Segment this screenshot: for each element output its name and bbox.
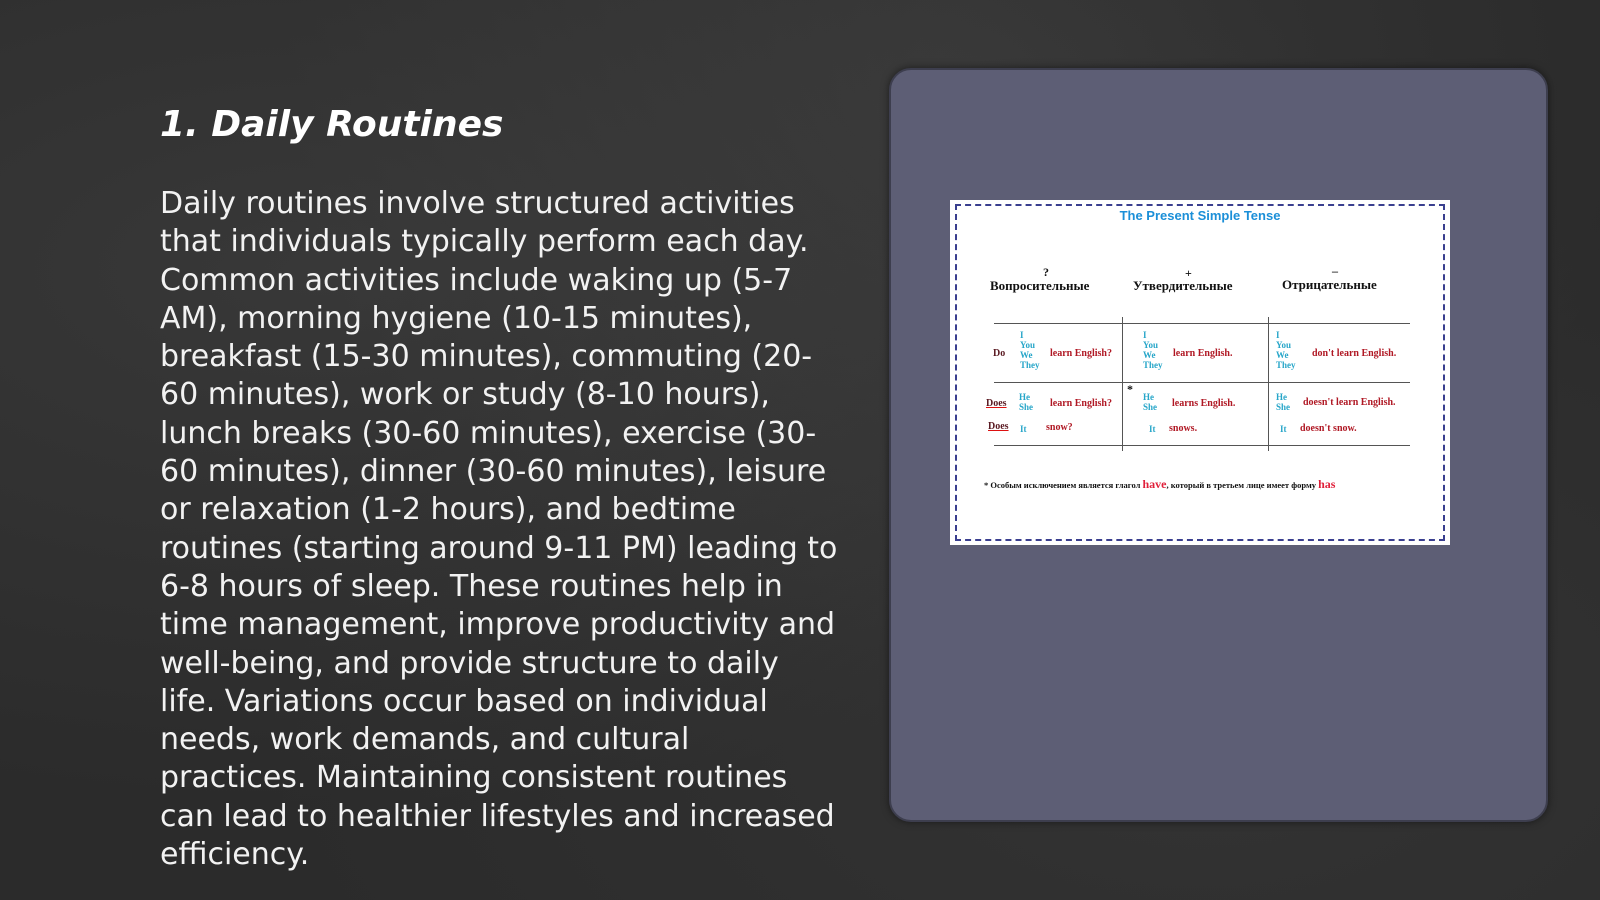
table-line-top bbox=[994, 323, 1410, 324]
footnote-star: * bbox=[984, 480, 989, 490]
row3-pronoun-question: It bbox=[1020, 424, 1027, 434]
row2-star: * bbox=[1127, 382, 1133, 396]
footnote-form: has bbox=[1318, 477, 1336, 491]
row3-aux: Does bbox=[988, 421, 1009, 432]
row1-negative: don't learn English. bbox=[1312, 348, 1397, 359]
table-divider-1 bbox=[1122, 317, 1123, 451]
footnote-verb: have bbox=[1142, 477, 1167, 491]
table-line-bottom bbox=[994, 445, 1410, 446]
column-header-question: Вопросительные bbox=[990, 278, 1090, 293]
row1-question: learn English? bbox=[1050, 348, 1112, 359]
footnote-text-b: , который в третьем лице имеет форму bbox=[1166, 480, 1316, 490]
plus-symbol: + bbox=[1185, 266, 1192, 280]
row3-affirmative: snows. bbox=[1169, 423, 1198, 434]
table-title: The Present Simple Tense bbox=[1119, 208, 1281, 223]
row2-aux: Does bbox=[986, 398, 1007, 409]
slide-title: 1. Daily Routines bbox=[160, 104, 504, 145]
footnote-text-a: Особым исключением является глагол bbox=[990, 480, 1141, 490]
row2-question: learn English? bbox=[1050, 398, 1112, 409]
present-simple-table-image bbox=[950, 200, 1450, 545]
row2-pronouns-question: He She bbox=[1019, 392, 1034, 412]
table-divider-2 bbox=[1268, 317, 1269, 451]
row3-question: snow? bbox=[1046, 422, 1073, 433]
row3-pronoun-affirmative: It bbox=[1149, 424, 1156, 434]
question-symbol: ? bbox=[1043, 265, 1049, 279]
row1-pronouns-question: I You We They bbox=[1020, 330, 1040, 370]
slide-body-text: Daily routines involve structured activities that individuals typically perform each day. Common activities include waking up (5-7 AM), morning hygiene (10-15 minutes), breakfast (15-30 minutes), commuting (20-60 minutes), work or study (8-10 hours), lunch breaks (30-60 minutes), exercise (30-60 minutes), dinner (30-60 minutes), leisure or relaxation (1-2 hours), and bedtime routines (starting around 9-11 PM) leading to 6-8 hours of sleep. These routines help in time management, improve productivity and well-being, and provide structure to daily life. Variations occur based on individual needs, work demands, and cultural practices. Maintaining consistent routines can lead to healthier lifestyles and increased efficiency. bbox=[160, 186, 838, 873]
row2-pronouns-negative: He She bbox=[1276, 392, 1291, 412]
column-header-affirmative: Утвердительные bbox=[1133, 278, 1233, 293]
row1-pronouns-affirmative: I You We They bbox=[1143, 330, 1163, 370]
row1-pronouns-negative: I You We They bbox=[1276, 330, 1296, 370]
row1-affirmative: learn English. bbox=[1173, 348, 1233, 359]
row3-negative: doesn't snow. bbox=[1300, 423, 1357, 434]
column-header-negative: Отрицательные bbox=[1282, 277, 1377, 292]
row1-aux: Do bbox=[993, 348, 1006, 359]
table-line-middle bbox=[994, 382, 1410, 383]
footnote bbox=[984, 477, 1335, 492]
row2-pronouns-affirmative: He She bbox=[1143, 392, 1158, 412]
row2-affirmative: learns English. bbox=[1172, 398, 1236, 409]
row2-negative: doesn't learn English. bbox=[1303, 397, 1396, 408]
row3-pronoun-negative: It bbox=[1280, 424, 1287, 434]
minus-symbol: – bbox=[1332, 264, 1338, 278]
